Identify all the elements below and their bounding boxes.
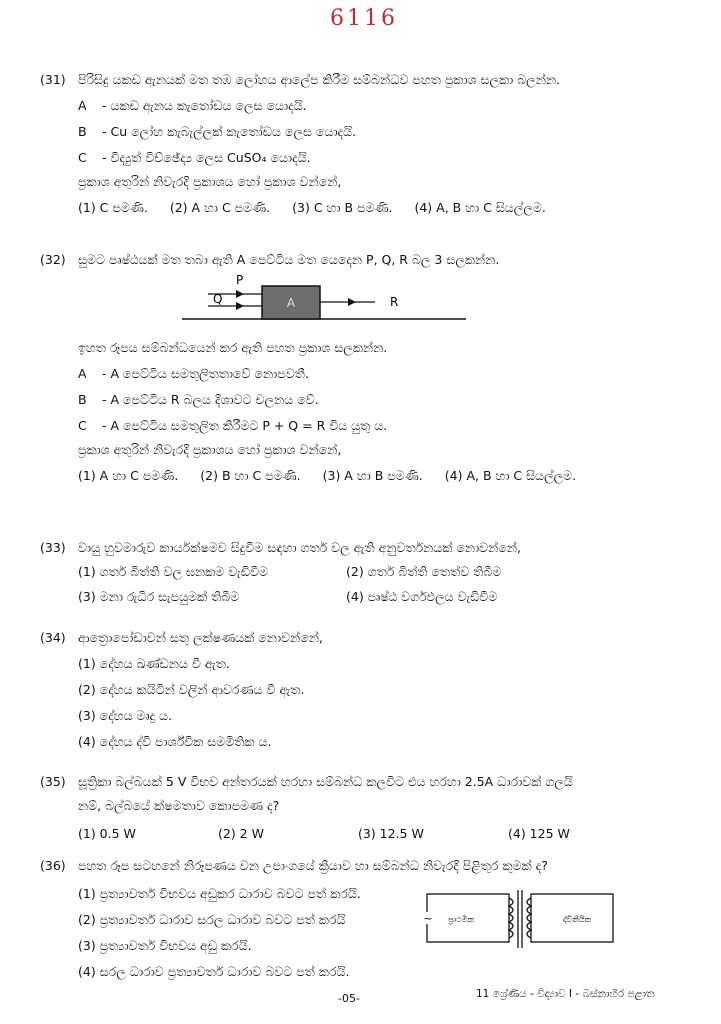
option-3: (3) 12.5 W — [358, 826, 424, 841]
question-prompt: ප්‍රකාශ අතුරින් නිවැරදි ප්‍රකාශය හෝ ප්‍රකාශ වන්නේ, — [78, 174, 342, 189]
question-32-body — [40, 340, 690, 484]
paper-code-stamp: 6116 — [330, 6, 398, 31]
statement-label: C — [78, 418, 87, 433]
question-stem: සූත්‍රිකා බල්බයක් 5 V විභව අන්තරයක් හරහා සම්බන්ධ කලවිට එය හරහා 2.5A ධාරාවක් ගලයි — [78, 774, 573, 789]
question-number: (33) — [40, 540, 66, 555]
question-prompt: ප්‍රකාශ අතුරින් නිවැරදි ප්‍රකාශය හෝ ප්‍රකාශ වන්නේ, — [78, 442, 342, 457]
option-2: (2) ප්‍රත්‍යාවර්ත ධාරාව සරල ධාරාව බවට පත් කරයි — [78, 912, 346, 927]
option-3: (3) C හා B පමණි. — [292, 200, 393, 215]
force-q-head — [236, 302, 244, 310]
option-4: (4) A, B හා C සියල්ලම. — [444, 468, 577, 483]
option-2: (2) 2 W — [218, 826, 264, 841]
option-3: (3) මනා රුධිර සැපයුමක් තිබීම — [78, 589, 240, 604]
option-1: (1) A හා C පමණි. — [78, 468, 179, 483]
transformer-diagram — [425, 888, 615, 950]
force-q-label: Q — [213, 292, 223, 306]
force-p-head — [236, 290, 244, 298]
question-stem: වායු හුවමාරුව කාර්යක්ෂමව සිදුවීම සඳහා ගර්ත වල ඇති අනුවර්තනයක් නොවන්නේ, — [78, 540, 521, 555]
option-4: (4) සරල ධාරාව ප්‍රත්‍යාවර්ත ධාරාව බවට පත් කරයි. — [78, 964, 350, 979]
option-1: (1) C පමණි. — [78, 200, 148, 215]
question-number: (35) — [40, 774, 66, 789]
question-number: (36) — [40, 858, 66, 873]
option-2: (2) A හා C පමණි. — [169, 200, 271, 215]
force-diagram — [180, 272, 470, 326]
footer-caption: 11 ශ්‍රේණිය - විද්‍යාව I - බස්නාහිර පළාත — [476, 988, 655, 1000]
statement-label: C — [78, 150, 87, 165]
page-number: -05- — [338, 992, 360, 1005]
question-stem: පිරිසිදු යකඩ ඇනයක් මත තඹ ලෝහය ආලේප කිරීම සම්බන්ධව පහත ප්‍රකාශ සලකා බලන්න. — [78, 72, 560, 87]
option-4: (4) A, B හා C සියල්ලම. — [414, 200, 546, 215]
question-stem-continued: නම්, බල්බයේ ක්ෂමතාව කොපමණ ද? — [78, 798, 280, 813]
question-33 — [40, 540, 690, 605]
question-stem: පහත රූප සටහනේ නිරූපණය වන උපාංගයේ ක්‍රියාව හා සම්බන්ධ නිවැරදි පිළිතුර කුමක් ද? — [78, 858, 548, 873]
question-number: (34) — [40, 630, 66, 645]
question-34 — [40, 630, 690, 750]
statement-label: B — [78, 124, 87, 139]
force-r-label: R — [390, 295, 399, 309]
question-31 — [40, 72, 690, 216]
statement-text: - A පෙට්ටිය R බලය දිශාවට චලනය වේ. — [102, 392, 319, 407]
question-35 — [40, 774, 690, 841]
option-2: (2) ගර්ත බිත්ති තෙත්ව තිබීම — [346, 564, 502, 579]
statement-label: A — [78, 98, 87, 113]
option-2: (2) B හා C පමණි. — [200, 468, 301, 483]
primary-label: ප්‍රාථමික — [448, 915, 474, 924]
option-4: (4) දේහය ද්වි පාර්ශ්වික සමමිතික ය. — [78, 734, 272, 749]
option-4: (4) 125 W — [508, 826, 570, 841]
statement-text: - A පෙට්ටිය සමතුලිත කිරීමට P + Q = R විය යුතු ය. — [102, 418, 388, 433]
force-p-label: P — [236, 273, 244, 287]
force-r-head — [348, 298, 356, 306]
question-32 — [40, 252, 690, 268]
ac-source-icon: ~ — [423, 912, 433, 925]
option-1: (1) දේහය ඛණ්ඩනය වී ඇත. — [78, 656, 230, 671]
option-1: (1) 0.5 W — [78, 826, 136, 841]
question-stem: ආත්‍රොපෝඩාවන් සතු ලක්ෂණයක් නොවන්නේ, — [78, 630, 323, 645]
option-3: (3) A හා B පමණි. — [322, 468, 423, 483]
option-2: (2) දේහය කයිටින් වලින් ආවරණය වී ඇත. — [78, 682, 305, 697]
box-label: A — [286, 296, 296, 310]
option-1: (1) ගර්ත බිත්ති වල ඝනකම වැඩිවීම — [78, 564, 268, 579]
secondary-label: ද්විතීයික — [562, 915, 592, 924]
option-1: (1) ප්‍රත්‍යාවර්ත විභවය අඩුකර ධාරාව බවට පත් කරයි. — [78, 886, 361, 901]
question-stem: සුමට පෘෂ්ඨයක් මත තබා ඇති A පෙට්ටිය මත යෙදෙන P, Q, R බල 3 සලකන්න. — [78, 252, 500, 267]
question-number: (31) — [40, 72, 66, 87]
statement-text: - A පෙට්ටිය සමතුලිතතාවේ නොපවතී. — [102, 366, 309, 381]
question-number: (32) — [40, 252, 66, 267]
statement-label: B — [78, 392, 87, 407]
statement-text: - Cu ලෝහ කැබැල්ලක් කැතෝඩය ලෙස යොදයි. — [102, 124, 357, 139]
question-intro: ඉහත රූපය සම්බන්ධයෙන් කර ඇති පහත ප්‍රකාශ සලකන්න. — [78, 340, 388, 355]
option-3: (3) ප්‍රත්‍යාවර්ත විභවය අඩු කරයි. — [78, 938, 252, 953]
statement-text: - විද්‍යුත් විච්ඡේද්‍ය ලෙස CuSO₄ යොදයි. — [102, 150, 311, 165]
option-4: (4) පෘෂ්ඨ වර්ගඵලය වැඩිවීම — [346, 589, 498, 604]
option-3: (3) දේහය මෘදු ය. — [78, 708, 173, 723]
statement-label: A — [78, 366, 87, 381]
statement-text: - යකඩ ඇනය කැතෝඩය ලෙස යොදයි. — [102, 98, 307, 113]
